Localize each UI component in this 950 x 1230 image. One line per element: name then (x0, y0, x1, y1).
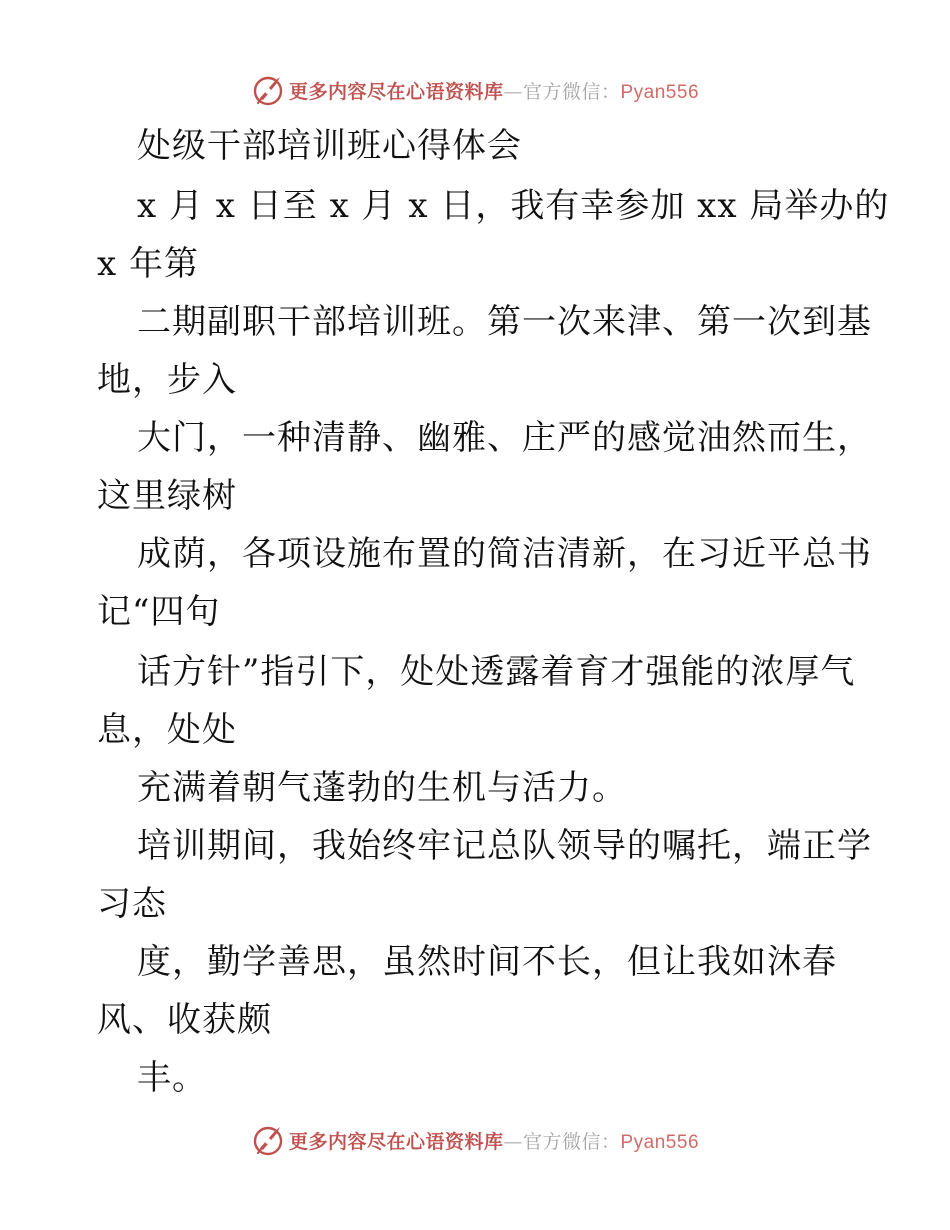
document-title: 处级干部培训班心得体会 (137, 126, 522, 166)
quill-pen-seal-icon (251, 1122, 287, 1158)
quill-pen-seal-icon (251, 72, 287, 108)
header-watermark (0, 70, 950, 110)
paragraph-line: 这里绿树 (97, 476, 237, 516)
watermark-separator: — (503, 80, 523, 103)
paragraph-line: 记“四句 (97, 592, 221, 632)
watermark-separator: — (503, 1130, 523, 1153)
watermark-wechat-label: 官方微信： (522, 1130, 621, 1153)
paragraph-line: 话方针”指引下，处处透露着育才强能的浓厚气 (137, 652, 856, 692)
watermark-main-text: 更多内容尽在心语资料库 (288, 1130, 504, 1153)
paragraph-line: 培训期间，我始终牢记总队领导的嘱托，端正学 (137, 826, 872, 866)
paragraph-line: x 年第 (97, 244, 199, 284)
paragraph-line: 丰。 (137, 1058, 207, 1098)
paragraph-line: 风、收获颇 (97, 1000, 272, 1040)
paragraph-line: x 月 x 日至 x 月 x 日，我有幸参加 xx 局举办的 (137, 186, 890, 226)
paragraph-line: 习态 (97, 884, 167, 924)
watermark-wechat-id: Pyan556 (620, 81, 700, 103)
paragraph-line: 息，处处 (97, 710, 237, 750)
watermark-text (289, 77, 699, 104)
watermark-text (289, 1127, 699, 1154)
watermark-wechat-id: Pyan556 (620, 1131, 700, 1153)
paragraph-line: 大门，一种清静、幽雅、庄严的感觉油然而生， (137, 418, 872, 458)
paragraph-line: 地，步入 (97, 360, 237, 400)
footer-watermark (0, 1120, 950, 1160)
watermark-main-text: 更多内容尽在心语资料库 (288, 80, 504, 103)
paragraph-line: 度，勤学善思，虽然时间不长，但让我如沐春 (137, 942, 837, 982)
paragraph-line: 二期副职干部培训班。第一次来津、第一次到基 (137, 302, 872, 342)
paragraph-line: 成荫，各项设施布置的简洁清新，在习近平总书 (137, 534, 872, 574)
watermark-wechat-label: 官方微信： (522, 80, 621, 103)
paragraph-line: 充满着朝气蓬勃的生机与活力。 (137, 768, 627, 808)
